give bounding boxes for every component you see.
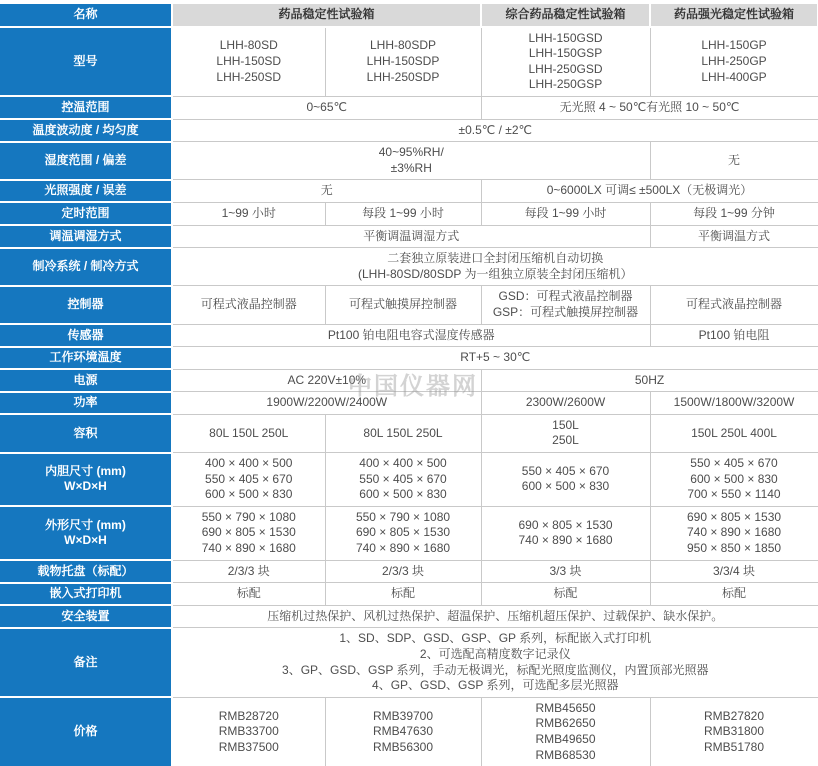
spec-cell [325,453,481,507]
row-label-line: 制冷系统 / 制冷方式 [32,258,139,273]
spec-cell [481,286,650,324]
row-label-line: 功率 [73,395,98,410]
spec-cell [172,392,481,415]
cell-line: 80L 150L 250L [209,425,289,440]
cell-line: RMB62650 [535,716,596,731]
cell-line: 1500W/1800W/3200W [673,395,795,410]
cell-line: 40~95%RH/ [378,145,444,160]
spec-cell [650,560,818,583]
spec-cell [481,27,650,97]
cell-line: 740 × 890 × 1680 [518,533,613,548]
cell-line: RMB28720 [218,708,279,723]
cell-line: 可程式液晶控制器 [686,297,783,312]
row-label-line: 容积 [73,425,98,440]
cell-line: LHH-250GP [701,53,767,68]
spec-cell [481,414,650,452]
spec-cell [172,324,650,347]
cell-line: 700 × 550 × 1140 [687,487,781,502]
cell-line: 80L 150L 250L [363,425,443,440]
cell-line: 400 × 400 × 500 [359,456,447,471]
row-label [0,119,172,142]
cell-line: 标配 [553,586,578,601]
table-row [0,347,818,370]
spec-cell [650,506,818,560]
row-label-line: 温度波动度 / 均匀度 [32,122,139,137]
spec-cell [325,583,481,606]
cell-line: 550 × 790 × 1080 [201,509,296,524]
cell-line: ±0.5℃ / ±2℃ [458,122,532,137]
cell-line: 690 × 805 × 1530 [355,525,451,540]
row-label-line: 定时范围 [61,205,110,220]
cell-line: 50HZ [634,372,665,387]
row-label [0,369,172,392]
spec-cell [650,583,818,606]
spec-cell [172,506,325,560]
cell-line: 3/3 块 [549,563,582,578]
product-name-cell [172,3,481,27]
cell-line: LHH-250GSP [528,77,603,92]
spec-cell [172,628,818,697]
row-label [0,697,172,766]
cell-line: 550 × 405 × 670 [690,456,778,471]
cell-line: Pt100 铂电阻电容式湿度传感器 [327,327,495,342]
table-row [0,142,818,180]
table-row [0,324,818,347]
row-label [0,3,172,27]
row-label [0,286,172,324]
row-label-line: 载物托盘（标配） [37,563,134,578]
spec-cell [481,453,650,507]
table-row [0,3,818,27]
cell-line: RMB33700 [218,724,279,739]
cell-line: 690 × 805 × 1530 [518,517,613,532]
cell-line: 250L [552,433,579,448]
product-name-cell [650,3,818,27]
cell-line: 药品稳定性试验箱 [278,7,375,21]
table-row [0,27,818,97]
spec-cell [650,27,818,97]
cell-line: 1、SD、SDP、GSD、GSP、GP 系列，标配嵌入式打印机 [339,631,652,646]
row-label [0,27,172,97]
cell-line: 550 × 790 × 1080 [355,509,451,524]
spec-cell [325,506,481,560]
table-row [0,225,818,248]
cell-line: LHH-80SD [219,38,278,53]
product-name-cell [481,3,650,27]
cell-line: 3、GP、GSD、GSP 系列，手动无极调光，标配光照度监测仪，内置顶部光照器 [282,662,709,677]
spec-cell [481,202,650,225]
cell-line: 0~6000LX 可调≤ ±500LX（无极调光） [546,183,753,198]
cell-line: LHH-150SDP [366,53,440,68]
spec-cell [172,248,818,286]
spec-cell [172,453,325,507]
cell-line: RMB39700 [372,708,434,723]
cell-line: 600 × 500 × 830 [205,487,293,502]
row-label [0,605,172,628]
row-label [0,583,172,606]
cell-line: RMB49650 [535,731,596,746]
row-label [0,248,172,286]
spec-table-body [0,3,818,766]
cell-line: 2/3/3 块 [227,563,270,578]
cell-line: 600 × 500 × 830 [359,487,447,502]
cell-line: 150L [552,417,579,432]
spec-cell [172,119,818,142]
row-label-line: 型号 [73,53,98,68]
spec-cell [172,697,325,766]
row-label [0,628,172,697]
cell-line: 550 × 405 × 670 [205,471,293,486]
row-label-line: 内胆尺寸 (mm) [45,463,126,478]
table-row [0,697,818,766]
spec-table [0,2,818,766]
cell-line: 每段 1~99 小时 [524,205,607,220]
cell-line: 可程式液晶控制器 [200,297,297,312]
cell-line: ±3%RH [390,160,432,175]
cell-line: 0~65℃ [306,99,348,114]
cell-line: 每段 1~99 分钟 [693,205,775,220]
cell-line: 550 × 405 × 670 [359,471,447,486]
spec-cell [172,27,325,97]
row-label [0,453,172,507]
spec-cell [650,202,818,225]
cell-line: LHH-250GSD [528,61,603,76]
row-label [0,347,172,370]
cell-line: RMB68530 [535,747,596,762]
watermark-text: 中国仪器网 [348,373,478,400]
cell-line: LHH-150GP [701,38,767,53]
row-label-line: 传感器 [67,327,104,342]
cell-line: LHH-80SDP [369,38,437,53]
spec-cell [650,697,818,766]
table-row [0,392,818,415]
spec-cell [172,347,818,370]
spec-cell [650,225,818,248]
spec-cell [172,560,325,583]
table-row [0,119,818,142]
cell-line: LHH-150SD [216,53,282,68]
cell-line: GSD：可程式液晶控制器 [498,289,633,304]
spec-cell [650,286,818,324]
cell-line: 740 × 890 × 1680 [686,525,782,540]
cell-line: 690 × 805 × 1530 [201,525,296,540]
spec-cell [650,392,818,415]
cell-line: 400 × 400 × 500 [205,456,293,471]
table-row [0,560,818,583]
spec-cell [481,560,650,583]
table-row [0,369,818,392]
cell-line: 600 × 500 × 830 [690,471,778,486]
spec-cell [650,453,818,507]
row-label [0,324,172,347]
table-row [0,180,818,203]
row-label-line: 控制器 [67,297,104,312]
cell-line: 4、GP、GSD、GSP 系列，可选配多层光照器 [372,678,619,693]
cell-line: 平衡调温方式 [698,228,771,243]
spec-cell [325,27,481,97]
spec-cell [325,286,481,324]
spec-cell [172,96,481,119]
cell-line: 3/3/4 块 [713,563,756,578]
row-label-line: 工作环境温度 [49,350,122,365]
spec-cell [650,414,818,452]
row-label-line: 备注 [73,654,98,669]
cell-line: 2/3/3 块 [381,563,425,578]
spec-cell [481,697,650,766]
table-row [0,286,818,324]
row-label [0,225,172,248]
row-label [0,414,172,452]
cell-line: 可程式触摸屏控制器 [349,297,458,312]
cell-line: LHH-250SDP [366,69,440,84]
cell-line: 无 [320,183,333,198]
row-label-line: 名称 [73,7,98,21]
cell-line: RMB37500 [218,739,279,754]
row-label [0,142,172,180]
row-label-line: W×D×H [64,479,107,494]
spec-cell [172,583,325,606]
row-label-line: 电源 [73,372,98,387]
spec-cell [481,583,650,606]
cell-line: 550 × 405 × 670 [521,463,610,478]
table-row [0,628,818,697]
cell-line: 标配 [236,586,261,601]
cell-line: LHH-150GSP [528,46,603,61]
row-label-line: 湿度范围 / 偏差 [44,152,127,167]
spec-cell [172,369,481,392]
cell-line: LHH-400GP [701,69,767,84]
cell-line: 综合药品稳定性试验箱 [505,7,626,21]
row-label [0,506,172,560]
cell-line: 2300W/2600W [525,395,606,410]
spec-cell [172,202,325,225]
row-label [0,560,172,583]
cell-line: 无 [728,152,741,167]
cell-line: 690 × 805 × 1530 [686,509,782,524]
row-label-line: 调温调湿方式 [49,228,122,243]
cell-line: 1~99 小时 [221,205,276,220]
cell-line: 药品强光稳定性试验箱 [674,7,795,21]
cell-line: RMB31800 [703,724,765,739]
cell-line: 2、可选配高精度数字记录仪 [419,647,571,661]
table-row [0,414,818,452]
row-label-line: 价格 [73,724,98,739]
spec-cell [172,605,818,628]
spec-cell [650,324,818,347]
spec-cell [325,697,481,766]
spec-cell [325,560,481,583]
cell-line: GSP：可程式触摸屏控制器 [492,304,639,319]
spec-cell [481,506,650,560]
row-label-line: 安全装置 [61,608,110,623]
cell-line: 压缩机过热保护、风机过热保护、超温保护、压缩机超压保护、过载保护、缺水保护。 [267,608,724,623]
row-label-line: 嵌入式打印机 [49,586,122,601]
table-row [0,605,818,628]
row-label [0,180,172,203]
cell-line: 无光照 4 ~ 50℃有光照 10 ~ 50℃ [559,99,740,114]
row-label [0,202,172,225]
table-row [0,96,818,119]
spec-cell [172,180,481,203]
cell-line: Pt100 铂电阻 [698,327,770,342]
table-row [0,583,818,606]
cell-line: RMB56300 [372,739,434,754]
cell-line: 950 × 850 × 1850 [686,541,782,556]
spec-cell [172,286,325,324]
row-label [0,96,172,119]
spec-sheet [0,2,818,766]
cell-line: (LHH-80SD/80SDP 为一组独立原装全封闭压缩机） [358,266,633,281]
cell-line: RT+5 ~ 30℃ [460,350,531,365]
row-label-line: 光照强度 / 误差 [44,183,127,198]
spec-cell [172,142,650,180]
cell-line: 600 × 500 × 830 [521,479,610,494]
cell-line: 平衡调温调湿方式 [363,228,460,243]
cell-line: 1900W/2200W/2400W [266,395,388,410]
cell-line: 标配 [722,586,747,601]
row-label [0,392,172,415]
spec-cell [481,392,650,415]
cell-line: 740 × 890 × 1680 [201,541,296,556]
spec-cell [481,96,818,119]
cell-line: 740 × 890 × 1680 [355,541,451,556]
row-label-line: 控温范围 [61,99,110,114]
cell-line: LHH-150GSD [528,30,603,45]
spec-cell [172,414,325,452]
cell-line: RMB45650 [535,700,596,715]
spec-cell [325,414,481,452]
spec-cell [325,202,481,225]
cell-line: RMB47630 [372,724,434,739]
spec-cell [650,142,818,180]
cell-line: LHH-250SD [216,69,282,84]
cell-line: AC 220V±10% [287,372,367,387]
table-row [0,453,818,507]
cell-line: 二套独立原装进口全封闭压缩机自动切换 [387,251,604,266]
cell-line: RMB27820 [703,708,765,723]
cell-line: RMB51780 [703,739,765,754]
table-row [0,202,818,225]
table-row [0,506,818,560]
cell-line: 每段 1~99 小时 [362,205,444,220]
spec-cell [481,369,818,392]
spec-cell [481,180,818,203]
row-label-line: 外形尺寸 (mm) [45,517,126,532]
table-row [0,248,818,286]
spec-cell [172,225,650,248]
cell-line: 标配 [391,586,416,601]
row-label-line: W×D×H [64,533,107,548]
cell-line: 150L 250L 400L [691,425,777,440]
